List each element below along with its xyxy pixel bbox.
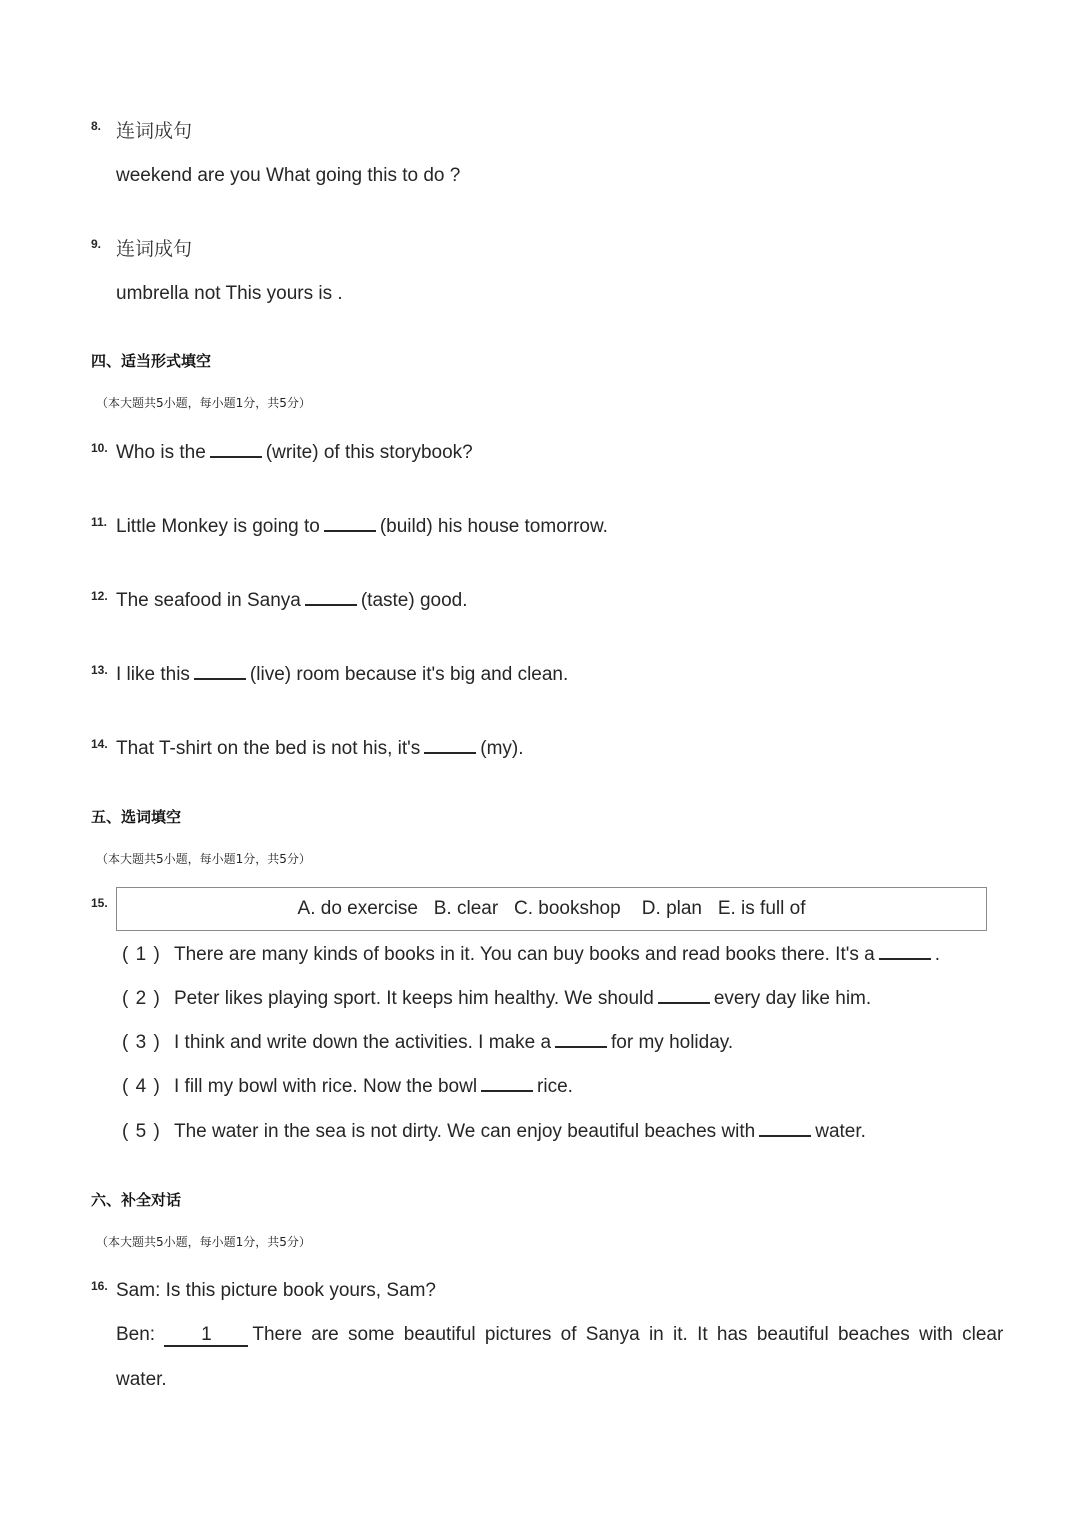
- sub-question-index: ( 5 ): [122, 1121, 161, 1142]
- sub-question-text: The water in the sea is not dirty. We can enjoy beautiful beaches with: [174, 1121, 756, 1142]
- sub-question-index: ( 3 ): [122, 1032, 161, 1053]
- section-note: （本大题共5小题，每小题1分，共5分）: [96, 396, 311, 410]
- dialogue-blank-1[interactable]: 1: [164, 1325, 248, 1347]
- sub-question-text: I fill my bowl with rice. Now the bowl: [174, 1076, 478, 1097]
- word-options-box: A. do exercise B. clear C. bookshop D. plan E. is full of: [116, 887, 987, 931]
- question-prompt: 连词成句: [116, 120, 193, 142]
- sub-question: [122, 1121, 866, 1144]
- sub-question-index: ( 4 ): [122, 1076, 161, 1097]
- sub-question-text: There are many kinds of books in it. You can buy books and read books there. It's a: [174, 944, 875, 965]
- sub-question: [122, 944, 940, 967]
- question-text: I like this: [116, 664, 190, 685]
- sub-question-text: Peter likes playing sport. It keeps him healthy. We should: [174, 988, 654, 1009]
- question-text: (my).: [480, 738, 524, 759]
- sub-question-text: I think and write down the activities. I make a: [174, 1032, 552, 1053]
- question-number: 8.: [91, 119, 102, 133]
- question-text: (taste) good.: [360, 590, 468, 611]
- dialogue-continuation: water.: [116, 1369, 167, 1390]
- question-number: 16.: [91, 1279, 108, 1293]
- answer-blank[interactable]: [210, 442, 262, 458]
- answer-blank[interactable]: [555, 1032, 607, 1048]
- sub-question: [122, 988, 871, 1011]
- question-number: 14.: [91, 737, 108, 751]
- answer-blank[interactable]: [879, 944, 931, 960]
- section-title: 四、适当形式填空: [91, 352, 212, 370]
- question-text: (write) of this storybook?: [265, 442, 473, 463]
- question-number: 11.: [91, 515, 108, 529]
- sub-question-index: ( 2 ): [122, 988, 161, 1009]
- speaker-label: Ben:: [116, 1324, 156, 1345]
- question-number: 9.: [91, 237, 102, 251]
- answer-blank[interactable]: [324, 516, 376, 532]
- section-title: 六、补全对话: [91, 1191, 182, 1209]
- question-text: Little Monkey is going to: [116, 516, 320, 537]
- sub-question: [122, 1032, 733, 1055]
- question-text: (live) room because it's big and clean.: [249, 664, 569, 685]
- answer-blank[interactable]: [424, 738, 476, 754]
- answer-blank[interactable]: [194, 664, 246, 680]
- question-text: The seafood in Sanya: [116, 590, 301, 611]
- question-number: 13.: [91, 663, 108, 677]
- question-number: 15.: [91, 896, 108, 910]
- question-number: 12.: [91, 589, 108, 603]
- sub-question-text: every day like him.: [713, 988, 872, 1009]
- sub-question-index: ( 1 ): [122, 944, 161, 965]
- dialogue-line-sam: Sam: Is this picture book yours, Sam?: [116, 1280, 436, 1301]
- dialogue-text: There are some beautiful pictures of Sanya in it. It has beautiful beaches with clear: [252, 1324, 1004, 1345]
- answer-blank[interactable]: [481, 1076, 533, 1092]
- dialogue-line-ben: [116, 1324, 1004, 1347]
- question-text: Who is the: [116, 442, 206, 463]
- scrambled-words: umbrella not This yours is .: [116, 283, 343, 304]
- sub-question-text: rice.: [537, 1076, 573, 1097]
- sub-question: [122, 1076, 573, 1099]
- answer-blank[interactable]: [658, 988, 710, 1004]
- section-note: （本大题共5小题，每小题1分，共5分）: [96, 1235, 311, 1249]
- question-text: (build) his house tomorrow.: [379, 516, 608, 537]
- answer-blank[interactable]: [759, 1121, 811, 1137]
- question-text: That T-shirt on the bed is not his, it's: [116, 738, 421, 759]
- sub-question-text: water.: [815, 1121, 866, 1142]
- question-number: 10.: [91, 441, 108, 455]
- sub-question-text: .: [934, 944, 940, 965]
- answer-blank[interactable]: [305, 590, 357, 606]
- question-prompt: 连词成句: [116, 238, 193, 260]
- scrambled-words: weekend are you What going this to do ?: [116, 165, 461, 186]
- sub-question-text: for my holiday.: [611, 1032, 734, 1053]
- section-title: 五、选词填空: [91, 808, 182, 826]
- section-note: （本大题共5小题，每小题1分，共5分）: [96, 852, 311, 866]
